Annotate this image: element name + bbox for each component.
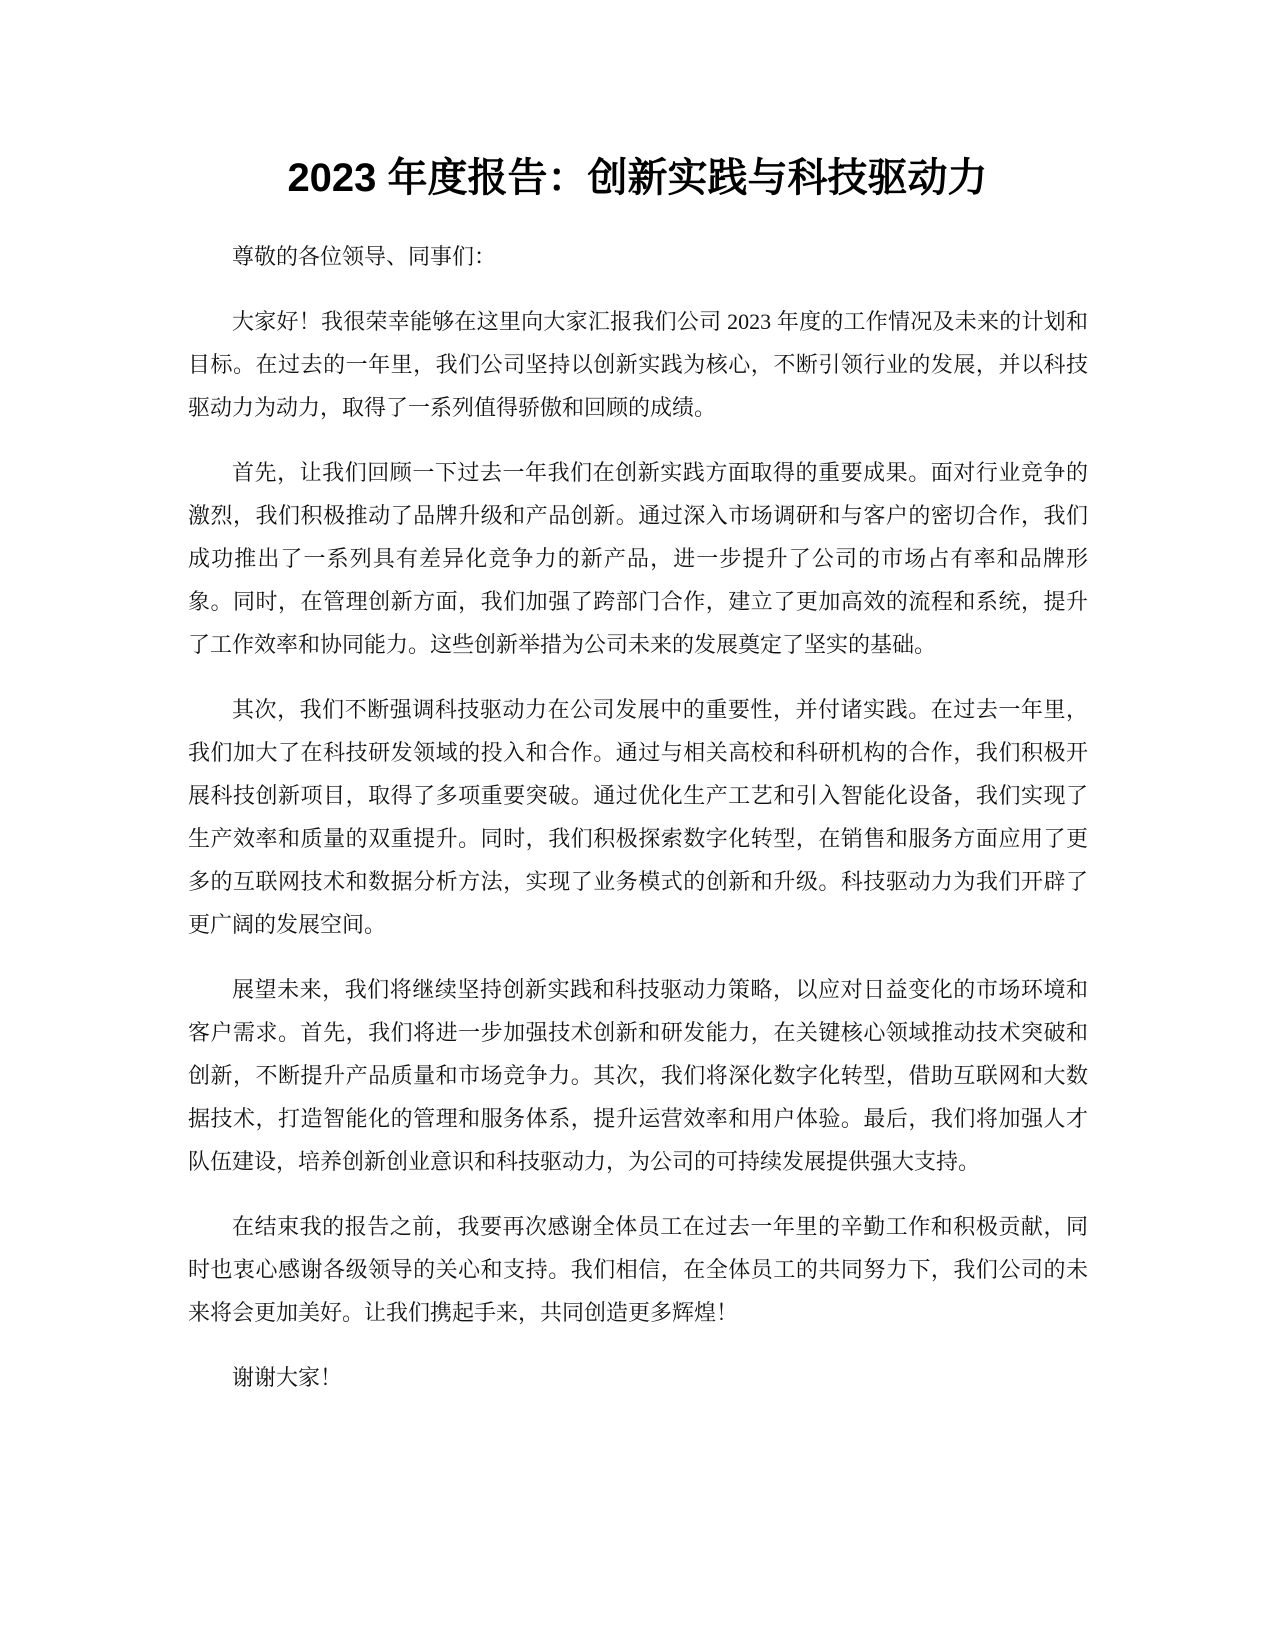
body-paragraph-thanks: 在结束我的报告之前，我要再次感谢全体员工在过去一年里的辛勤工作和积极贡献，同时也衷心感谢各级领导的关心和支持。我们相信，在全体员工的共同努力下，我们公司的未来将会更加美好。让我们携起手来，共同创造更多辉煌！: [188, 1214, 1088, 1325]
closing-paragraph: 谢谢大家！: [232, 1365, 343, 1390]
document-body: [188, 235, 1088, 1421]
body-paragraph-innovation: 首先，让我们回顾一下过去一年我们在创新实践方面取得的重要成果。面对行业竞争的激烈，我们积极推动了品牌升级和产品创新。通过深入市场调研和与客户的密切合作，我们成功推出了一系列具有差异化竞争力的新产品，进一步提升了公司的市场占有率和品牌形象。同时，在管理创新方面，我们加强了跨部门合作，建立了更加高效的流程和系统，提升了工作效率和协同能力。这些创新举措为公司未来的发展奠定了坚实的基础。: [188, 460, 1088, 657]
body-paragraph-outlook: 展望未来，我们将继续坚持创新实践和科技驱动力策略，以应对日益变化的市场环境和客户需求。首先，我们将进一步加强技术创新和研发能力，在关键核心领域推动技术突破和创新，不断提升产品质量和市场竞争力。其次，我们将深化数字化转型，借助互联网和大数据技术，打造智能化的管理和服务体系，提升运营效率和用户体验。最后，我们将加强人才队伍建设，培养创新创业意识和科技驱动力，为公司的可持续发展提供强大支持。: [188, 977, 1088, 1174]
greeting-paragraph: 尊敬的各位领导、同事们：: [232, 244, 497, 269]
body-paragraph-intro: 大家好！我很荣幸能够在这里向大家汇报我们公司 2023 年度的工作情况及未来的计划和目标。在过去的一年里，我们公司坚持以创新实践为核心，不断引领行业的发展，并以科技驱动力为动力，取得了一系列值得骄傲和回顾的成绩。: [188, 309, 1088, 420]
document-title: 2023 年度报告：创新实践与科技驱动力: [287, 156, 988, 200]
body-paragraph-technology: 其次，我们不断强调科技驱动力在公司发展中的重要性，并付诸实践。在过去一年里，我们加大了在科技研发领域的投入和合作。通过与相关高校和科研机构的合作，我们积极开展科技创新项目，取得了多项重要突破。通过优化生产工艺和引入智能化设备，我们实现了生产效率和质量的双重提升。同时，我们积极探索数字化转型，在销售和服务方面应用了更多的互联网技术和数据分析方法，实现了业务模式的创新和升级。科技驱动力为我们开辟了更广阔的发展空间。: [188, 697, 1088, 937]
